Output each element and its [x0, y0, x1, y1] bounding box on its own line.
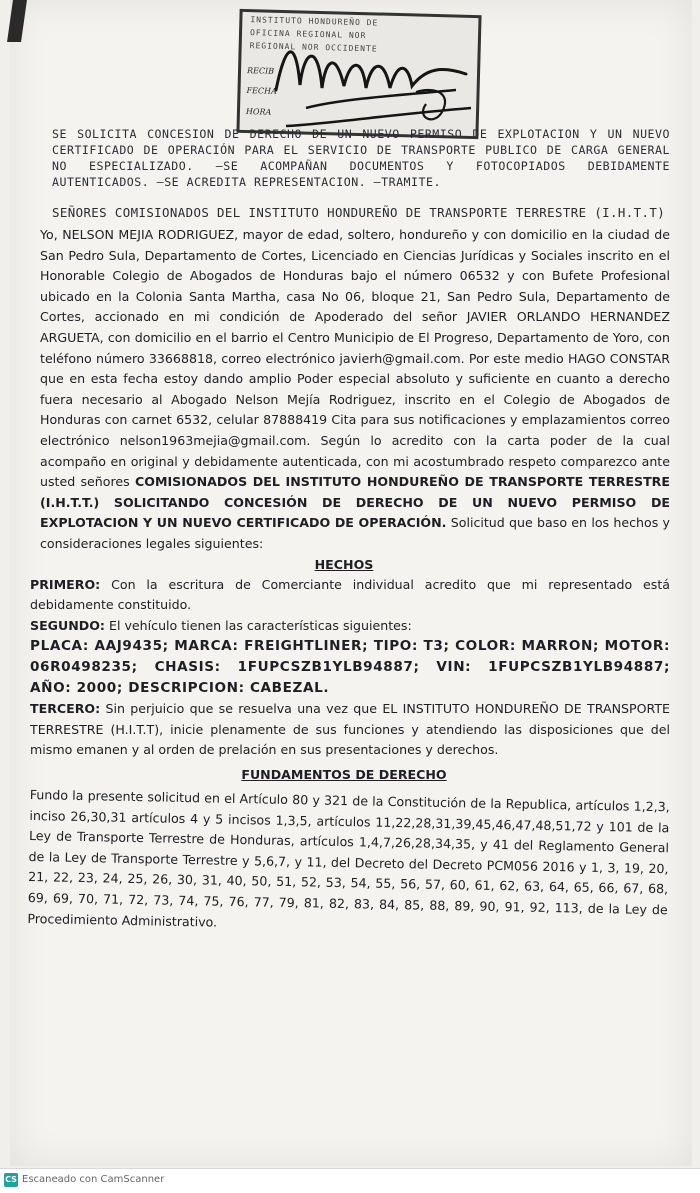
segundo-text: El vehículo tienen las características siguientes: — [109, 617, 412, 633]
document-summary: SE SOLICITA CONCESION DE DERECHO DE UN NUEVO PERMISO DE EXPLOTACION Y UN NUEVO CERTIFICADO DE OPERACIÓN PARA EL SERVICIO DE TRANSPORTE PUBLICO DE CARGA GENERAL NO ESPECIALIZADO. –SE ACOMPAÑAN DOCUMENTOS Y FOTOCOPIADOS DEBIDAMENTE AUTENTICADOS. –SE ACREDITA REPRESENTACION. –TRAMITE. — [52, 127, 670, 189]
tercero-text-continued: inicie plenamente de sus funciones y atendiendo las disposiciones que del mismo emanen y al orden de prelación en sus presentaciones y derechos. — [30, 721, 670, 758]
intro-paragraph — [40, 225, 670, 555]
primero-item — [30, 575, 670, 616]
primero-text: Con la escritura de Comerciante individual acredito que mi representado está debidamente constituido. — [30, 576, 670, 613]
addressee: SEÑORES COMISIONADOS DEL INSTITUTO HONDUREÑO DE TRANSPORTE TERRESTRE (I.H.T.T) — [52, 205, 666, 220]
segundo-item — [30, 616, 670, 637]
stamp-header-line: REGIONAL NOR OCCIDENTE — [249, 41, 378, 54]
tercero-institution: EL INSTITUTO HONDUREÑO DE TRANSPORTE TERRESTRE (H.I.T.T), — [30, 701, 670, 737]
stamp-header-line: INSTITUTO HONDUREÑO DE — [250, 15, 379, 28]
tercero-text: Sin perjuicio que se resuelva una vez que — [105, 701, 378, 717]
stamp-field-received: RECIB — [246, 66, 275, 76]
intro-text: Yo, NELSON MEJIA RODRIGUEZ, mayor de edad, soltero, hondureño y con domicilio en la ciudad de San Pedro Sula, Departamento de Cortes, Licenciado en Ciencias Jurídicas y Sociales inscrito en el Honorable Colegio de Abogados de Honduras bajo el número 06532 y con Bufete Profesional ubicado en la Colonia Santa Martha, casa No 06, bloque 21, San Pedro Sula, Departamento de Cortes, accionado en mi condición de Apoderado del señor JAVIER ORLANDO HERNANDEZ ARGUETA, con domicilio en el barrio el Centro Municipio de El Progreso, Departamento de Yoro, con teléfono número 33668818, correo electrónico javierh@gmail.com. Por este medio HAGO CONSTAR que en esta fecha estoy dando amplio Poder especial absoluto y suficiente en cuanto a derecho fuera necesario al Abogado Nelson Mejía Rodriguez, inscrito en el Colegio de Abogados de Honduras con carnet 6532, celular 87888419 Cita para sus notificaciones y emplazamientos correo electrónico nelson1963mejia@gmail.com. Según lo acredito con la carta poder de la cual acompaño en original y debidamente autenticada, con mi acostumbrado respeto comparezco ante usted señores — [40, 227, 670, 490]
segundo-label: SEGUNDO: — [30, 617, 105, 633]
fundamentos-text: Fundo la presente solicitud en el Artículo 80 y 321 de la Constitución de la Republica, artículos 1,2,3, inciso 26,30,31 artículos 4 y 5 incisos 1,3,5, artículos 11,22,28,31,39,45,46,47,48,51,72 y 101 de la Ley de Transporte Terrestre de Honduras, artículos 1,4,7,26,28,34,35, y 41 del Reglamento General de la Ley de Transporte Terrestre y 5,6,7, y 11, del Decreto del Decreto PCM056 2016 y 1, 3, 19, 20, 21, 22, 23, 24, 25, 26, 30, 31, 40, 50, 51, 52, 53, 54, 55, 56, 57, 60, 61, 62, 63, 64, 65, 66, 67, 68, 69, 69, 70, 71, 72, 73, 74, 75, 76, 77, 79, 81, 82, 83, 84, 85, 88, 89, 90, 91, 92, 113, de la Ley de Procedimiento Administrativo. — [27, 787, 670, 930]
camscanner-logo-icon: CS — [4, 1173, 18, 1187]
document-body — [18, 120, 670, 929]
tercero-item — [30, 699, 670, 761]
request-tail: Solicitud que baso en los hechos y consideraciones legales siguientes: — [40, 515, 670, 551]
stamp-field-time: HORA — [245, 107, 272, 117]
scan-edge-mark — [7, 0, 27, 42]
scanner-footer — [0, 1168, 700, 1193]
request-statement: COMISIONADOS DEL INSTITUTO HONDUREÑO DE TRANSPORTE TERRESTRE (I.H.T.T.) SOLICITANDO CONCESIÓN DE DERECHO DE UN NUEVO PERMISO DE EXPLOTACION Y UN NUEVO CERTIFICADO DE OPERACIÓN. — [40, 474, 670, 531]
stamp-field-date: FECHA — [246, 86, 277, 96]
vehicle-specification: PLACA: AAJ9435; MARCA: FREIGHTLINER; TIPO: T3; COLOR: MARRON; MOTOR: 06R0498235; CHASIS: 1FUPCSZB1YLB94887; VIN: 1FUPCSZB1YLB94887; AÑO: 2000; DESCRIPCION: CABEZAL. — [30, 638, 670, 697]
tercero-label: TERCERO: — [30, 701, 101, 717]
scanned-page — [10, 0, 692, 1166]
fundamentos-heading: FUNDAMENTOS DE DERECHO — [241, 767, 447, 783]
hechos-heading: HECHOS — [314, 556, 374, 572]
hechos-section — [30, 575, 670, 762]
scanner-watermark-text: Escaneado con CamScanner — [22, 1174, 165, 1185]
primero-label: PRIMERO: — [30, 576, 101, 592]
stamp-header-line: OFICINA REGIONAL NOR — [249, 28, 367, 41]
